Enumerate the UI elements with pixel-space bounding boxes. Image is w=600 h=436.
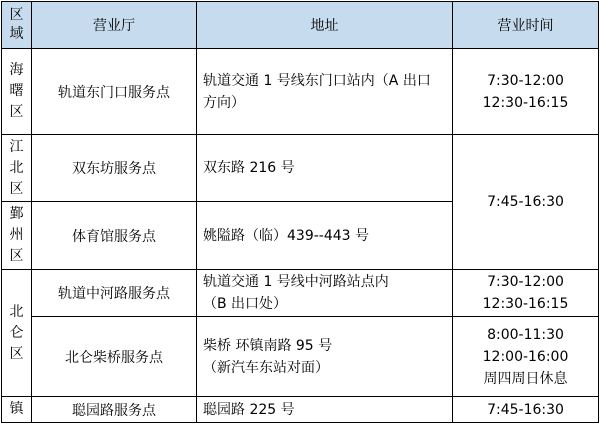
office-hours: 7:45-16:30: [453, 397, 599, 423]
table-row: [2, 135, 599, 202]
office-name: 体育馆服务点: [32, 202, 197, 270]
hours-header: 营业时间: [453, 2, 599, 49]
office-name: 轨道东门口服务点: [32, 49, 197, 135]
address-header: 地址: [197, 2, 453, 49]
office-hours: 7:45-16:30: [453, 135, 599, 270]
office-address: 轨道交通 1 号线东门口站内（A 出口 方向）: [197, 49, 453, 135]
table-row: [2, 49, 599, 135]
office-address: 轨道交通 1 号线中河路站点内 （B 出口处）: [197, 270, 453, 317]
office-name: 聪园路服务点: [32, 397, 197, 423]
table-row: [2, 317, 599, 397]
district-header: 区 域: [2, 2, 32, 49]
office-name: 轨道中河路服务点: [32, 270, 197, 317]
office-address: 双东路 216 号: [197, 135, 453, 202]
office-hours: 7:30-12:00 12:30-16:15: [453, 49, 599, 135]
district-jiangbei: 江 北 区: [2, 135, 32, 202]
service-points-table: [1, 1, 599, 423]
office-address: 聪园路 225 号: [197, 397, 453, 423]
office-address: 姚隘路（临）439--443 号: [197, 202, 453, 270]
district-yinzhou: 鄞 州 区: [2, 202, 32, 270]
table-row: [2, 397, 599, 423]
district-zhen: 镇: [2, 397, 32, 423]
header-row: [2, 2, 599, 49]
district-beilun: 北 仑 区: [2, 270, 32, 397]
office-address: 柴桥 环镇南路 95 号 （新汽车东站对面）: [197, 317, 453, 397]
office-name: 双东坊服务点: [32, 135, 197, 202]
office-name: 北仑柴桥服务点: [32, 317, 197, 397]
district-haishu: 海 曙 区: [2, 49, 32, 135]
office-header: 营业厅: [32, 2, 197, 49]
office-hours: 7:30-12:00 12:30-16:15: [453, 270, 599, 317]
office-hours: 8:00-11:30 12:00-16:00 周四周日休息: [453, 317, 599, 397]
table-row: [2, 270, 599, 317]
